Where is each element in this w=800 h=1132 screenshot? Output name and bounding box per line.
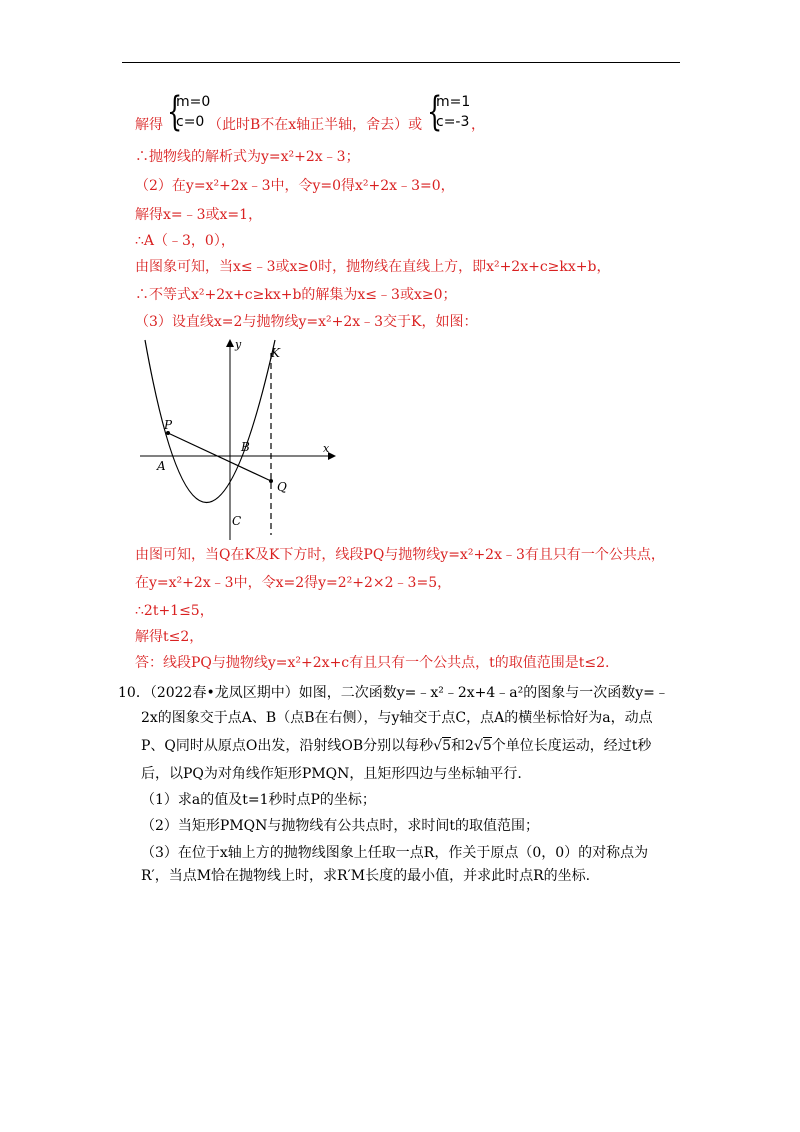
label-x: x — [323, 442, 330, 455]
solve-middle-text: （此时B不在x轴正半轴，舍去）或 — [208, 117, 423, 133]
problem-10-line-3-b: 和2 — [450, 738, 474, 754]
label-k: K — [271, 346, 280, 360]
header-rule — [122, 62, 680, 63]
solve-end: ， — [471, 117, 485, 133]
system-2-row-2: c=-3 — [436, 114, 470, 130]
problem-10-sub-2: （2）当矩形PMQN与抛物线有公共点时，求时间t的取值范围； — [141, 818, 540, 834]
label-p: P — [164, 418, 173, 432]
point-q — [269, 479, 273, 483]
answer-line-12: 答：线段PQ与抛物线y=x²+2x+c有且只有一个公共点，t的取值范围是t≤2. — [135, 655, 610, 671]
problem-10-line-3-a: P、Q同时从原点O出发，沿射线OB分别以每秒 — [141, 738, 434, 754]
sqrt-5-symbol: √5 — [433, 738, 451, 754]
answer-line-2: （2）在y=x²+2x﹣3中，令y=0得x²+2x﹣3=0， — [135, 178, 455, 194]
sqrt-5-radicand: 5 — [442, 738, 451, 754]
system-2-row-1: m=1 — [436, 94, 471, 110]
answer-line-4: ∴A（﹣3，0）， — [135, 233, 235, 249]
problem-10-line-1: 10．（2022春•龙凤区期中）如图，二次函数y=﹣x²﹣2x+4﹣a²的图象与一次函数y=﹣ — [118, 685, 669, 701]
solve-line — [135, 115, 163, 135]
sqrt-5-radicand-2: 5 — [482, 738, 492, 754]
label-a: A — [157, 459, 166, 473]
solve-prefix: 解得 — [135, 117, 163, 133]
system-1-row-2: c=0 — [176, 114, 205, 130]
problem-10-line-4: 后，以PQ为对角线作矩形PMQN，且矩形四边与坐标轴平行. — [141, 766, 522, 782]
label-c: C — [232, 514, 242, 528]
answer-line-10: ∴2t+1≤5， — [135, 603, 214, 619]
problem-10-sub-1: （1）求a的值及t=1秒时点P的坐标； — [141, 792, 376, 808]
label-y: y — [235, 338, 242, 351]
answer-line-5: 由图象可知，当x≤﹣3或x≥0时，抛物线在直线上方，即x²+2x+c≥kx+b， — [135, 259, 611, 275]
answer-line-9: 在y=x²+2x﹣3中，令x=2得y=2²+2×2﹣3=5， — [135, 575, 452, 591]
brace-icon: { — [167, 89, 183, 135]
label-q: Q — [277, 480, 287, 494]
problem-10-line-3-c: 个单位长度运动，经过t秒 — [491, 738, 652, 754]
segment-pq — [168, 433, 271, 481]
y-axis-arrow-icon — [226, 339, 234, 347]
brace-icon: { — [427, 89, 443, 135]
problem-10-sub-3: （3）在位于x轴上方的抛物线图象上任取一点R，作关于原点（0，0）的对称点为 — [141, 845, 649, 861]
system-1-row-1: m=0 — [176, 94, 211, 110]
parabola-figure — [135, 335, 340, 545]
label-b: B — [241, 440, 250, 454]
problem-10-line-3 — [141, 736, 651, 756]
problem-10-sub-3-cont: R′，当点M恰在抛物线上时，求R′M长度的最小值，并求此时点R的坐标. — [141, 868, 591, 884]
problem-10-line-2: 2x的图象交于点A、B（点B在右侧），与y轴交于点C，点A的横坐标恰好为a，动点 — [141, 710, 653, 726]
answer-line-6: ∴不等式x²+2x+c≥kx+b的解集为x≤﹣3或x≥0； — [135, 287, 457, 303]
answer-line-11: 解得t≤2， — [135, 629, 204, 645]
answer-line-8: 由图可知，当Q在K及K下方时，线段PQ与抛物线y=x²+2x﹣3有且只有一个公共点， — [135, 547, 665, 563]
sqrt-5-symbol-2: √5 — [473, 738, 492, 754]
answer-line-3: 解得x=﹣3或x=1， — [135, 207, 263, 223]
answer-line-1: ∴抛物线的解析式为y=x²+2x﹣3； — [135, 149, 360, 165]
answer-line-7: （3）设直线x=2与抛物线y=x²+2x﹣3交于K，如图： — [135, 314, 478, 330]
